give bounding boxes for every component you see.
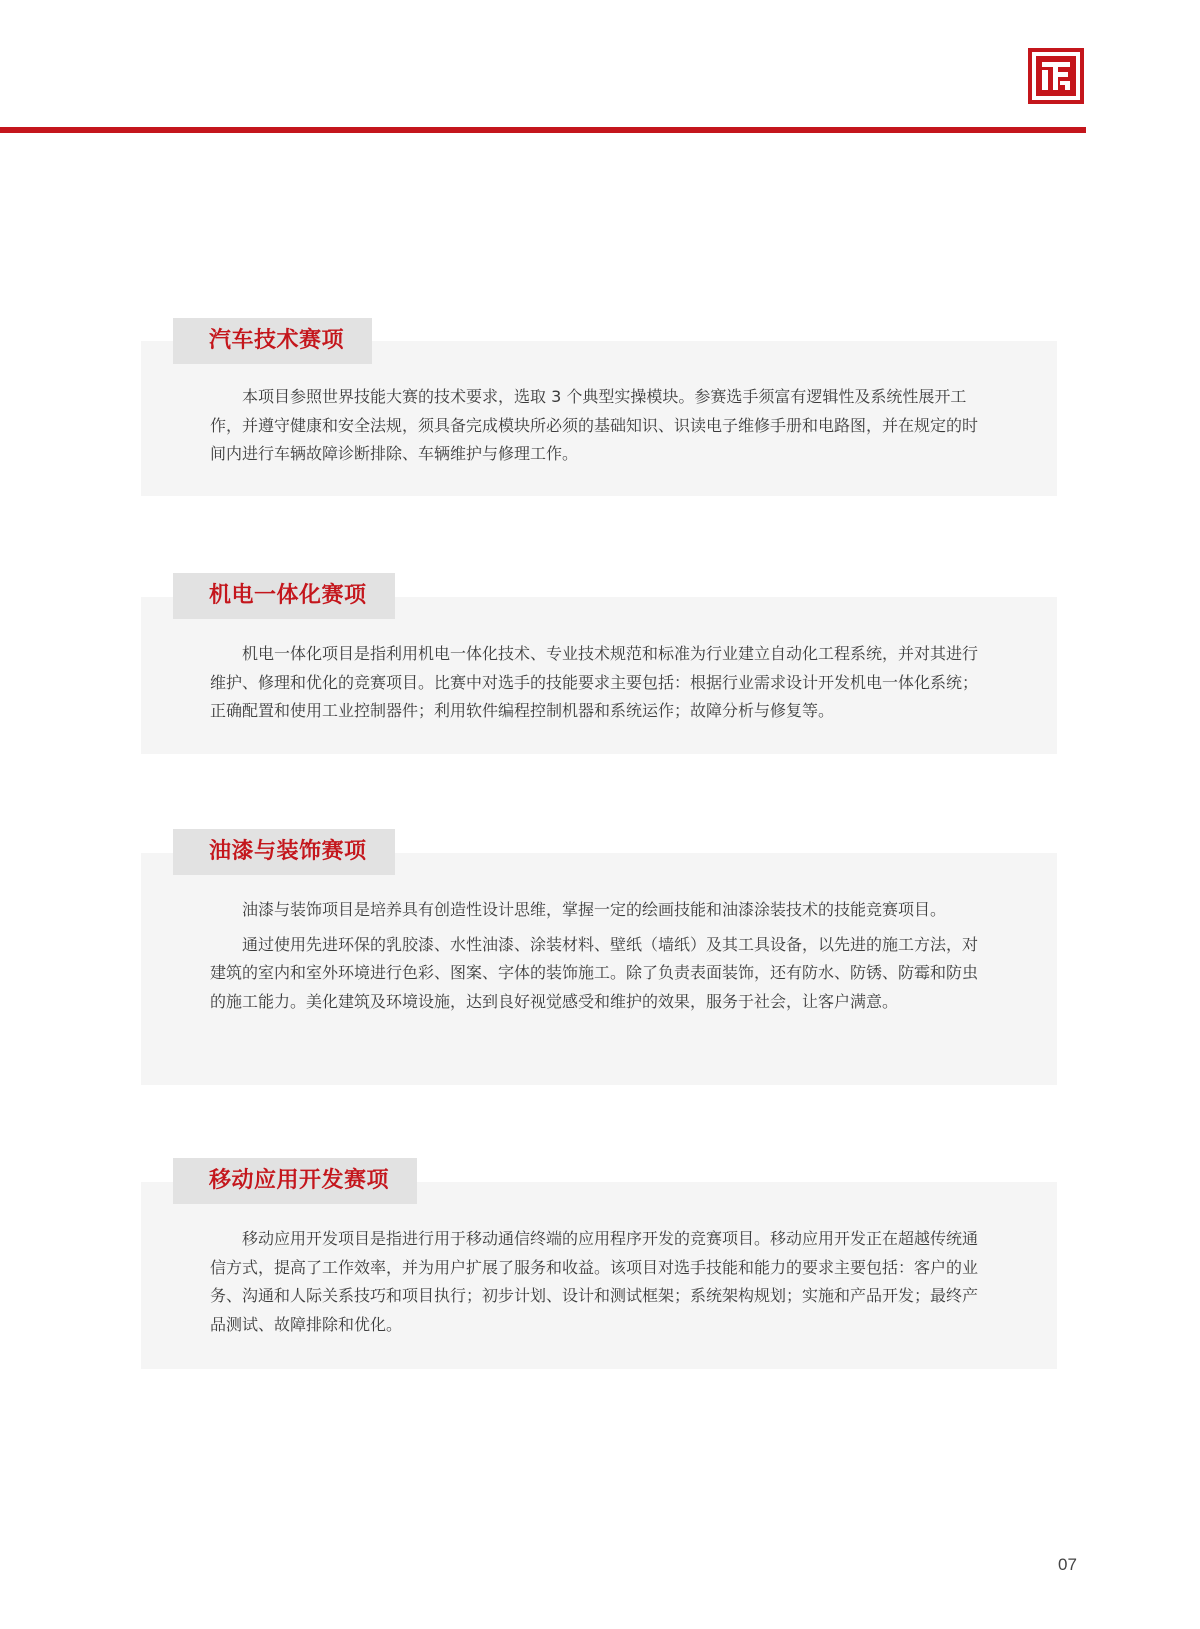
section-body-automotive: [210, 383, 982, 475]
section-title-automotive: 汽车技术赛项: [173, 318, 372, 364]
paragraph: 移动应用开发项目是指进行用于移动通信终端的应用程序开发的竞赛项目。移动应用开发正在超越传统通信方式，提高了工作效率，并为用户扩展了服务和收益。该项目对选手技能和能力的要求主要包括：客户的业务、沟通和人际关系技巧和项目执行；初步计划、设计和测试框架；系统架构规划；实施和产品开发；最终产品测试、故障排除和优化。: [210, 1229, 979, 1334]
section-body-painting-decorating: [210, 896, 982, 1022]
section-title-mobile-app-dev: 移动应用开发赛项: [173, 1158, 417, 1204]
craftsman-seal-icon: [1028, 48, 1084, 104]
paragraph: 本项目参照世界技能大赛的技术要求，选取 3 个典型实操模块。参赛选手须富有逻辑性及系统性展开工作，并遵守健康和安全法规，须具备完成模块所必须的基础知识、识读电子维修手册和电路图，并在规定的时间内进行车辆故障诊断排除、车辆维护与修理工作。: [210, 387, 979, 463]
paragraph: 油漆与装饰项目是培养具有创造性设计思维，掌握一定的绘画技能和油漆涂装技术的技能竞赛项目。: [242, 900, 947, 919]
paragraph: 机电一体化项目是指利用机电一体化技术、专业技术规范和标准为行业建立自动化工程系统，并对其进行维护、修理和优化的竞赛项目。比赛中对选手的技能要求主要包括：根据行业需求设计开发机电一体化系统；正确配置和使用工业控制器件；利用软件编程控制机器和系统运作；故障分析与修复等。: [210, 644, 979, 720]
section-title-painting-decorating: 油漆与装饰赛项: [173, 829, 395, 875]
section-body-mechatronics: [210, 640, 982, 732]
section-title-mechatronics: 机电一体化赛项: [173, 573, 395, 619]
section-body-mobile-app-dev: [210, 1225, 982, 1345]
page-number: 07: [1058, 1555, 1077, 1574]
header-rule: [0, 127, 1086, 133]
paragraph: 通过使用先进环保的乳胶漆、水性油漆、涂装材料、壁纸（墙纸）及其工具设备，以先进的施工方法，对建筑的室内和室外环境进行色彩、图案、字体的装饰施工。除了负责表面装饰，还有防水、防锈、防霉和防虫的施工能力。美化建筑及环境设施，达到良好视觉感受和维护的效果，服务于社会，让客户满意。: [210, 934, 979, 1011]
